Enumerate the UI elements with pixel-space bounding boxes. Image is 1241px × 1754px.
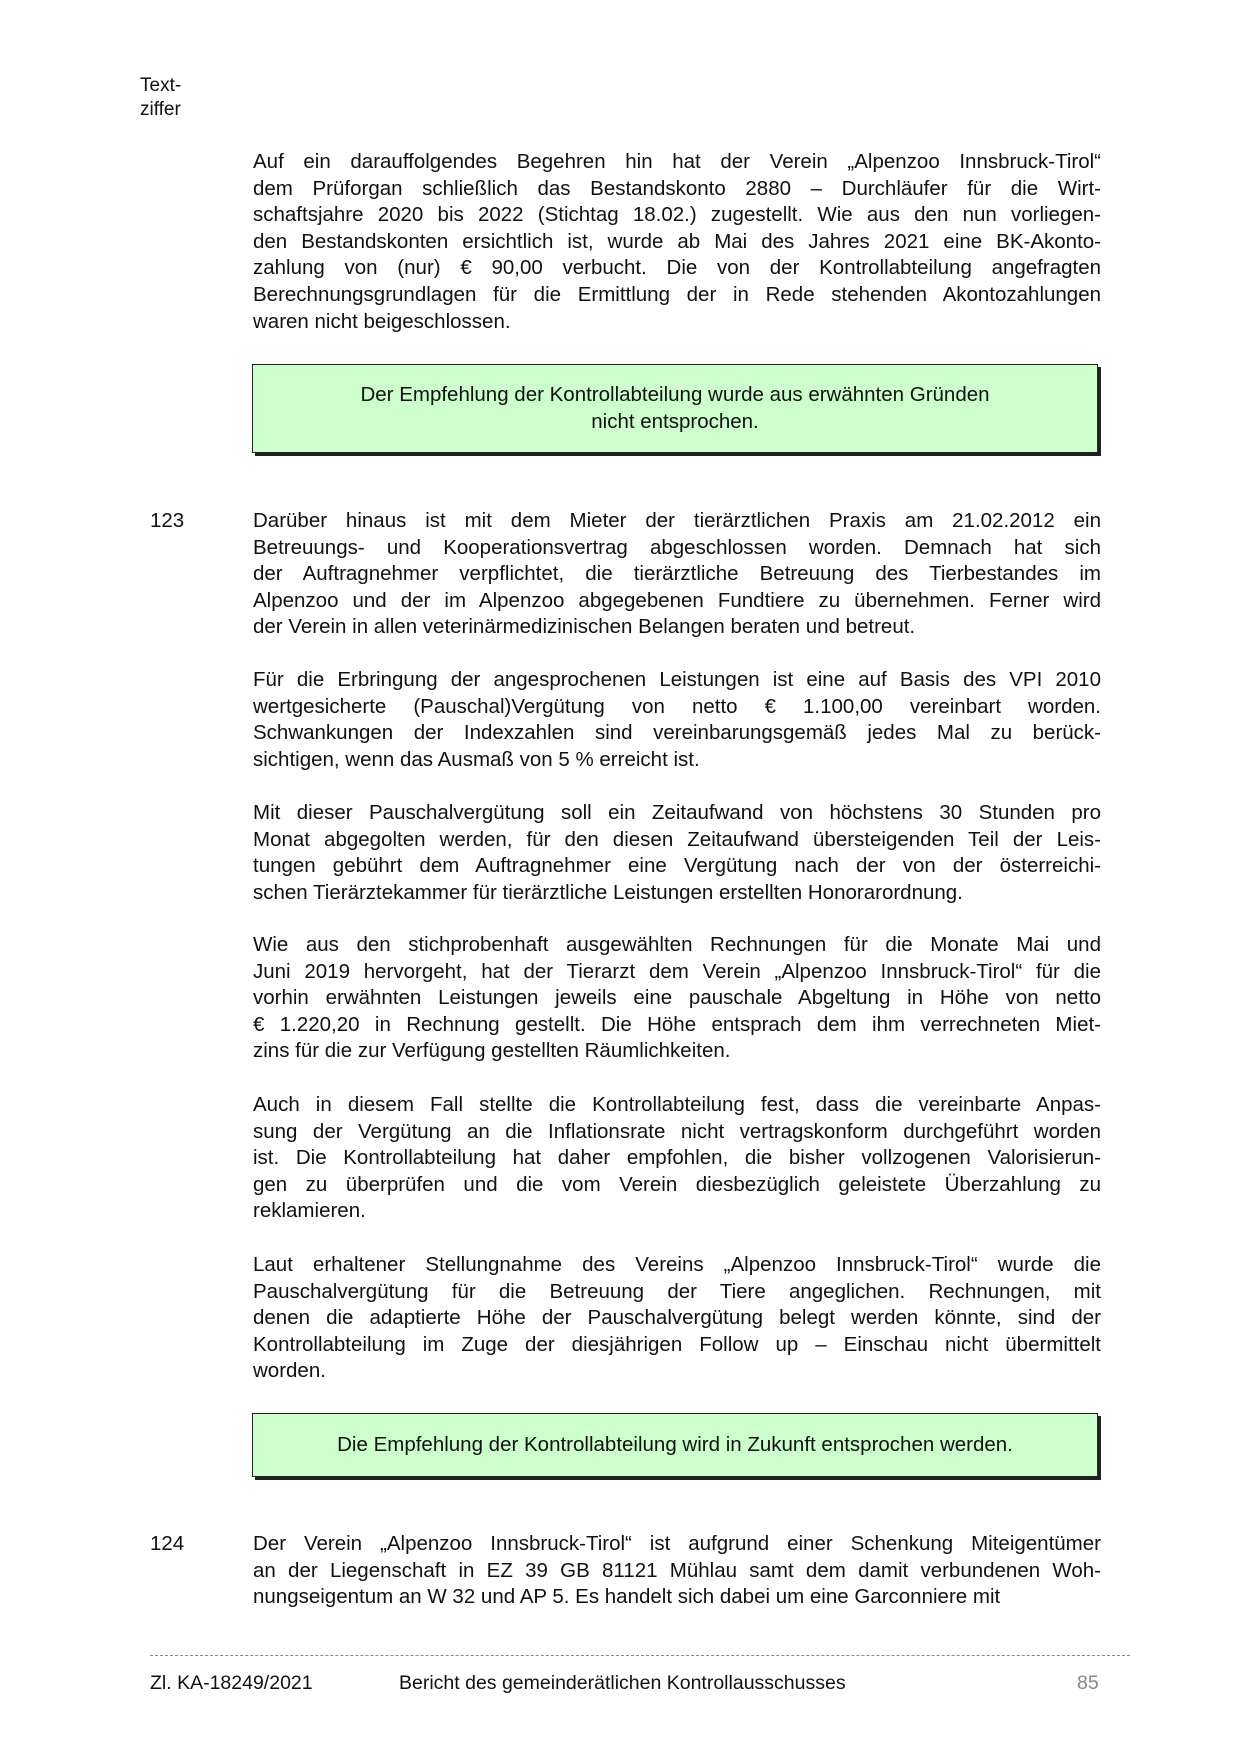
text-line: denen die adaptierte Höhe der Pauschalvergütung belegt werden könnte, sind der	[253, 1306, 1101, 1330]
text-line: schaftsjahre 2020 bis 2022 (Stichtag 18.02.) zugestellt. Wie aus den nun vorliegen-	[253, 203, 1101, 227]
text-line: Auf ein darauffolgendes Begehren hin hat der Verein „Alpenzoo Innsbruck-Tirol“	[253, 150, 1101, 173]
paragraph-number: 123	[150, 509, 185, 532]
text-line: Betreuungs- und Kooperationsvertrag abgeschlossen worden. Demnach hat sich	[253, 535, 1101, 559]
paragraph	[253, 667, 1101, 773]
footer-title: Bericht des gemeinderätlichen Kontrollausschusses	[399, 1672, 846, 1694]
text-line: dem Prüforgan schließlich das Bestandskonto 2880 – Durchläufer für die Wirt-	[253, 176, 1101, 200]
box-text-line: nicht entsprochen.	[591, 409, 759, 433]
recommendation-box	[252, 1413, 1098, 1477]
text-line: schen Tierärztekammer für tierärztliche Leistungen erstellten Honorarordnung.	[253, 880, 963, 904]
text-line: Kontrollabteilung im Zuge der diesjährigen Follow up – Einschau nicht übermittelt	[253, 1332, 1101, 1356]
box-text-line: Die Empfehlung der Kontrollabteilung wird in Zukunft entsprochen werden.	[337, 1432, 1013, 1456]
paragraph	[253, 508, 1101, 641]
text-line: nungseigentum an W 32 und AP 5. Es handelt sich dabei um eine Garconniere mit	[253, 1585, 1001, 1609]
margin-header: Text- ziffer	[140, 75, 182, 120]
text-line: Für die Erbringung der angesprochenen Leistungen ist eine auf Basis des VPI 2010	[253, 668, 1101, 691]
text-line: Juni 2019 hervorgeht, hat der Tierarzt dem Verein „Alpenzoo Innsbruck-Tirol“ für die	[253, 959, 1101, 983]
text-line: Laut erhaltener Stellungnahme des Vereins „Alpenzoo Innsbruck-Tirol“ wurde die	[253, 1253, 1101, 1276]
text-line: worden.	[253, 1359, 326, 1383]
page-number: 85	[1077, 1672, 1099, 1694]
text-line: Alpenzoo und der im Alpenzoo abgegebenen Fundtiere zu übernehmen. Ferner wird	[253, 588, 1101, 612]
paragraph	[253, 800, 1101, 906]
text-line: Mit dieser Pauschalvergütung soll ein Zeitaufwand von höchstens 30 Stunden pro	[253, 801, 1101, 824]
recommendation-box	[252, 364, 1098, 453]
footer-divider	[150, 1655, 1130, 1656]
text-line: zahlung von (nur) € 90,00 verbucht. Die von der Kontrollabteilung angefragten	[253, 256, 1101, 280]
text-line: tungen gebührt dem Auftragnehmer eine Vergütung nach der von der österreichi-	[253, 854, 1101, 878]
text-line: € 1.220,20 in Rechnung gestellt. Die Höhe entsprach dem ihm verrechneten Miet-	[253, 1012, 1101, 1036]
text-line: der Verein in allen veterinärmedizinischen Belangen beraten und betreut.	[253, 615, 916, 639]
text-line: wertgesicherte (Pauschal)Vergütung von netto € 1.100,00 vereinbart worden.	[253, 694, 1101, 718]
footer-reference: Zl. KA-18249/2021	[150, 1672, 313, 1694]
text-line: Darüber hinaus ist mit dem Mieter der tierärztlichen Praxis am 21.02.2012 ein	[253, 509, 1101, 532]
text-line: vorhin erwähnten Leistungen jeweils eine pauschale Abgeltung in Höhe von netto	[253, 986, 1101, 1010]
text-line: Wie aus den stichprobenhaft ausgewählten Rechnungen für die Monate Mai und	[253, 933, 1101, 956]
text-line: gen zu überprüfen und die vom Verein diesbezüglich geleistete Überzahlung zu	[253, 1172, 1101, 1196]
paragraph	[253, 149, 1101, 335]
text-line: reklamieren.	[253, 1199, 366, 1223]
paragraph	[253, 932, 1101, 1065]
text-line: den Bestandskonten ersichtlich ist, wurde ab Mai des Jahres 2021 eine BK-Akonto-	[253, 229, 1101, 253]
paragraph	[253, 1092, 1101, 1225]
text-line: Der Verein „Alpenzoo Innsbruck-Tirol“ ist aufgrund einer Schenkung Miteigentümer	[253, 1532, 1101, 1555]
text-line: sung der Vergütung an die Inflationsrate nicht vertragskonform durchgeführt worden	[253, 1119, 1101, 1143]
text-line: der Auftragnehmer verpflichtet, die tierärztliche Betreuung des Tierbestandes im	[253, 562, 1101, 586]
text-line: Pauschalvergütung für die Betreuung der Tiere angeglichen. Rechnungen, mit	[253, 1279, 1101, 1303]
text-line: zins für die zur Verfügung gestellten Räumlichkeiten.	[253, 1039, 731, 1063]
paragraph	[253, 1252, 1101, 1385]
text-line: Schwankungen der Indexzahlen sind vereinbarungsgemäß jedes Mal zu berück-	[253, 721, 1101, 745]
box-text-line: Der Empfehlung der Kontrollabteilung wurde aus erwähnten Gründen	[360, 382, 990, 406]
text-line: an der Liegenschaft in EZ 39 GB 81121 Mühlau samt dem damit verbundenen Woh-	[253, 1558, 1101, 1582]
text-line: waren nicht beigeschlossen.	[253, 309, 511, 333]
text-line: Auch in diesem Fall stellte die Kontrollabteilung fest, dass die vereinbarte Anpas-	[253, 1093, 1101, 1116]
paragraph	[253, 1531, 1101, 1611]
text-line: Berechnungsgrundlagen für die Ermittlung der in Rede stehenden Akontozahlungen	[253, 282, 1101, 306]
paragraph-number: 124	[150, 1532, 185, 1555]
text-line: Monat abgegolten werden, für den diesen Zeitaufwand übersteigenden Teil der Leis-	[253, 827, 1101, 851]
text-line: sichtigen, wenn das Ausmaß von 5 % erreicht ist.	[253, 747, 700, 771]
text-line: ist. Die Kontrollabteilung hat daher empfohlen, die bisher vollzogenen Valorisierun-	[253, 1146, 1101, 1170]
